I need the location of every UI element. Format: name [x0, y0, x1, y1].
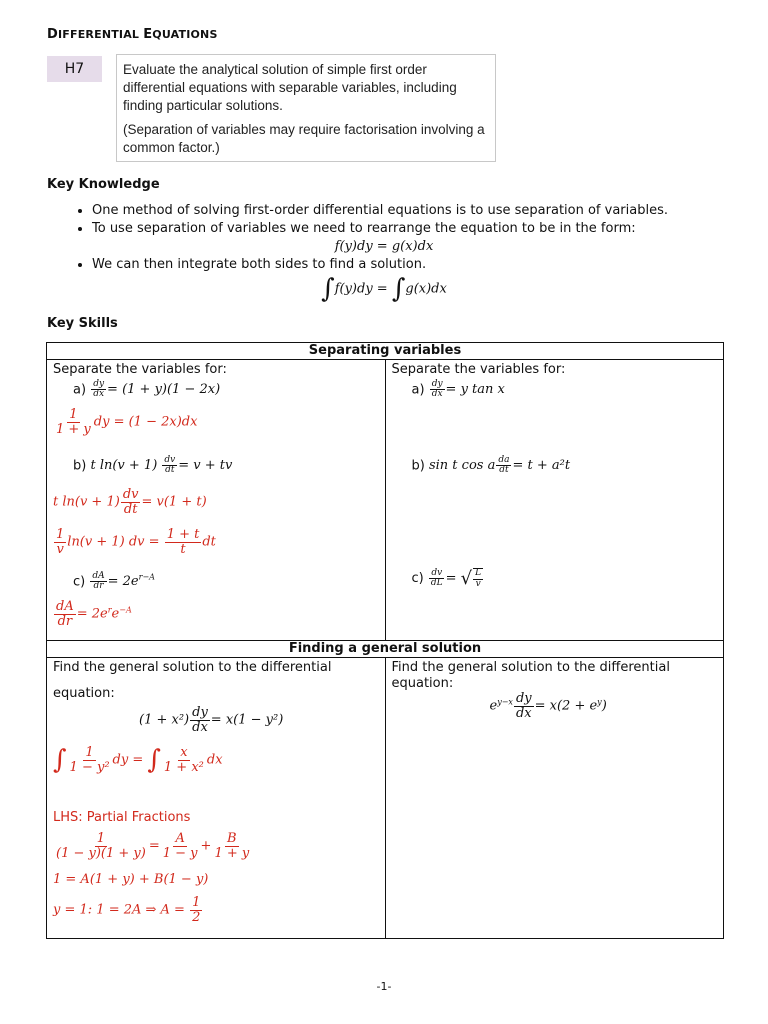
question-c: c) $\frac{dA}{dr}$ = $2e^{r-A}$	[73, 571, 155, 592]
separating-right-cell	[385, 360, 724, 641]
answer-a: $\frac{1}{1 + y}$ dy = (1 − 2x)dx	[56, 407, 198, 437]
list-item: • We can then integrate both sides to find a solution.	[92, 257, 752, 273]
key-knowledge-heading: Key Knowledge	[47, 177, 160, 192]
answer-c: $\frac{dA}{dr}$ = $2e^re^{-A}$	[56, 599, 132, 629]
integral-equation: ∫f(y)dy = ∫g(x)dx	[321, 274, 447, 304]
answer-b-step1: t ln(v + 1) $\frac{dv}{dt}$ = v(1 + t)	[53, 487, 207, 517]
general-left-cell	[47, 658, 386, 939]
separating-right-intro: Separate the variables for:	[391, 362, 566, 377]
question-b: b) t ln(v + 1) $\frac{dv}{dt}$ = v + tv	[73, 455, 233, 476]
separating-left-cell	[47, 360, 386, 641]
separating-header: Separating variables	[47, 343, 724, 360]
document-title: DIFFERENTIAL EQUATIONS	[47, 27, 218, 42]
question-b-right: b) sin t cos a $\frac{da}{dt}$ = t + a²t	[411, 455, 571, 476]
partial-fractions-setup: $\frac{1}{(1 - y)(1 + y)}$ = $\frac{A}{1 - y}$ + $\frac{B}{1 + y}$	[56, 831, 250, 861]
general-right-cell	[385, 658, 724, 939]
general-right-intro-2: equation:	[391, 676, 454, 691]
partial-fractions-label: LHS: Partial Fractions	[53, 810, 191, 825]
general-right-equation: $e^{y-x}$ $\frac{dy}{dx}$ = $x(2 + e^y)$	[489, 691, 607, 721]
general-left-intro: Find the general solution to the differential	[53, 660, 332, 675]
objective-note: (Separation of variables may require factorisation involving a common factor.)	[123, 122, 485, 155]
general-left-equation: (1 + x²) $\frac{dy}{dx}$ = x(1 − y²)	[139, 705, 284, 735]
partial-fractions-line3: y = 1: 1 = 2A ⇒ A = $\frac{1}{2}$	[53, 895, 201, 925]
question-a: a) $\frac{dy}{dx}$ = (1 + y)(1 − 2x)	[73, 379, 221, 400]
general-header: Finding a general solution	[47, 641, 724, 658]
general-right-intro: Find the general solution to the differential	[391, 660, 670, 675]
list-item: • To use separation of variables we need to rearrange the equation to be in the form:	[92, 221, 752, 237]
separating-left-intro: Separate the variables for:	[53, 362, 227, 377]
form-equation: f(y)dy = g(x)dx	[334, 239, 434, 254]
page-number: -1-	[376, 980, 392, 993]
skills-table	[46, 342, 724, 939]
general-integral-step: ∫ $\frac{1}{\text{1 − y²}}$ dy = ∫ $\frac{x}{\text{1 + x²}}$ dx	[53, 745, 223, 776]
key-skills-heading: Key Skills	[47, 316, 118, 331]
objective-description	[116, 54, 496, 162]
partial-fractions-line2: 1 = A(1 + y) + B(1 − y)	[53, 872, 209, 887]
objective-text: Evaluate the analytical solution of simple first order differential equations with separable variables, including finding particular solutions.	[123, 62, 457, 113]
list-item: • One method of solving first-order differential equations is to use separation of variables.	[92, 203, 752, 219]
question-a-right: a) $\frac{dy}{dx}$ = y tan x	[411, 379, 505, 400]
objective-code: H7	[47, 56, 102, 82]
answer-b-step2: $\frac{1}{v}$ ln(v + 1) dv = $\frac{1 + t}{t}$ dt	[56, 527, 216, 557]
question-c-right: c) $\frac{dv}{dL}$ = √ $\frac{L}{v}$	[411, 567, 482, 589]
general-left-intro-2: equation:	[53, 686, 115, 701]
